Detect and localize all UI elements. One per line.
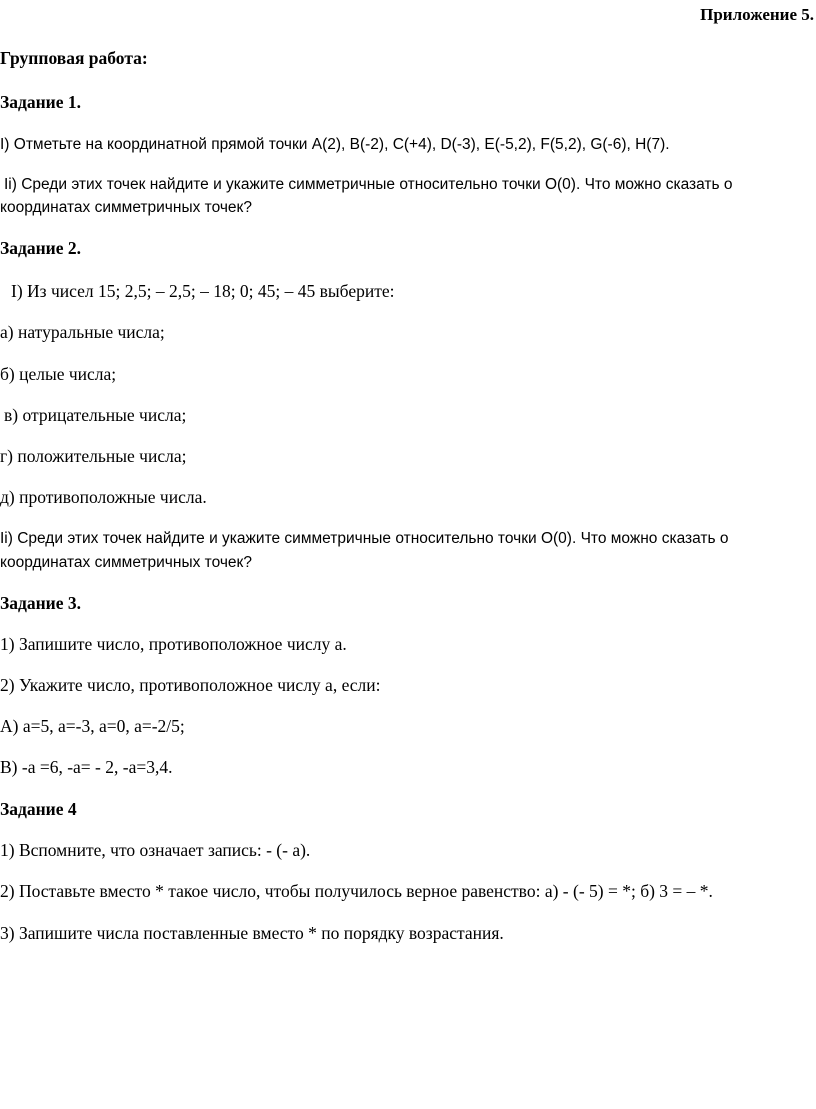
task3-line4: В) -а =6, -а= - 2, -а=3,4.: [0, 757, 173, 777]
task2-item2-line1: Ii) Среди этих точек найдите и укажите симметричные относительно точки O(0). Что можно сказать о: [0, 530, 729, 547]
page-title: Групповая работа:: [0, 48, 148, 68]
task2-item2-line2: координатах симметричных точек?: [0, 554, 252, 571]
appendix-label: Приложение 5.: [700, 5, 814, 24]
task2-heading: Задание 2.: [0, 238, 82, 258]
task2-option-a: а) натуральные числа;: [0, 322, 165, 342]
task1-item1: I) Отметьте на координатной прямой точки А(2), В(-2), С(+4), D(-3), Е(-5,2), F(5,2), G(-6), H(7).: [0, 136, 670, 153]
task2-option-g: г) положительные числа;: [0, 446, 187, 466]
task1-item2-line2: координатах симметричных точек?: [0, 199, 252, 216]
task4-line2: 2) Поставьте вместо * такое число, чтобы получилось верное равенство: а) - (- 5) = *; б) 3 = – *.: [0, 881, 713, 901]
task3-heading: Задание 3.: [0, 593, 82, 613]
task1-heading: Задание 1.: [0, 92, 82, 112]
task4-line1: 1) Вспомните, что означает запись: - (- а).: [0, 840, 311, 860]
task2-option-v: в) отрицательные числа;: [4, 405, 187, 425]
task1-item2-line1: Ii) Среди этих точек найдите и укажите симметричные относительно точки O(0). Что можно сказать о: [4, 176, 733, 193]
task3-line1: 1) Запишите число, противоположное числу а.: [0, 634, 347, 654]
task4-line3: 3) Запишите числа поставленные вместо * по порядку возрастания.: [0, 923, 504, 943]
task2-option-d: д) противоположные числа.: [0, 487, 207, 507]
task4-heading: Задание 4: [0, 799, 77, 819]
task3-line2: 2) Укажите число, противоположное числу а, если:: [0, 675, 381, 695]
task3-line3: А) а=5, а=-3, а=0, а=-2/5;: [0, 716, 185, 736]
task2-intro: I) Из чисел 15; 2,5; – 2,5; – 18; 0; 45; – 45 выберите:: [11, 281, 395, 301]
task2-option-b: б) целые числа;: [0, 364, 117, 384]
